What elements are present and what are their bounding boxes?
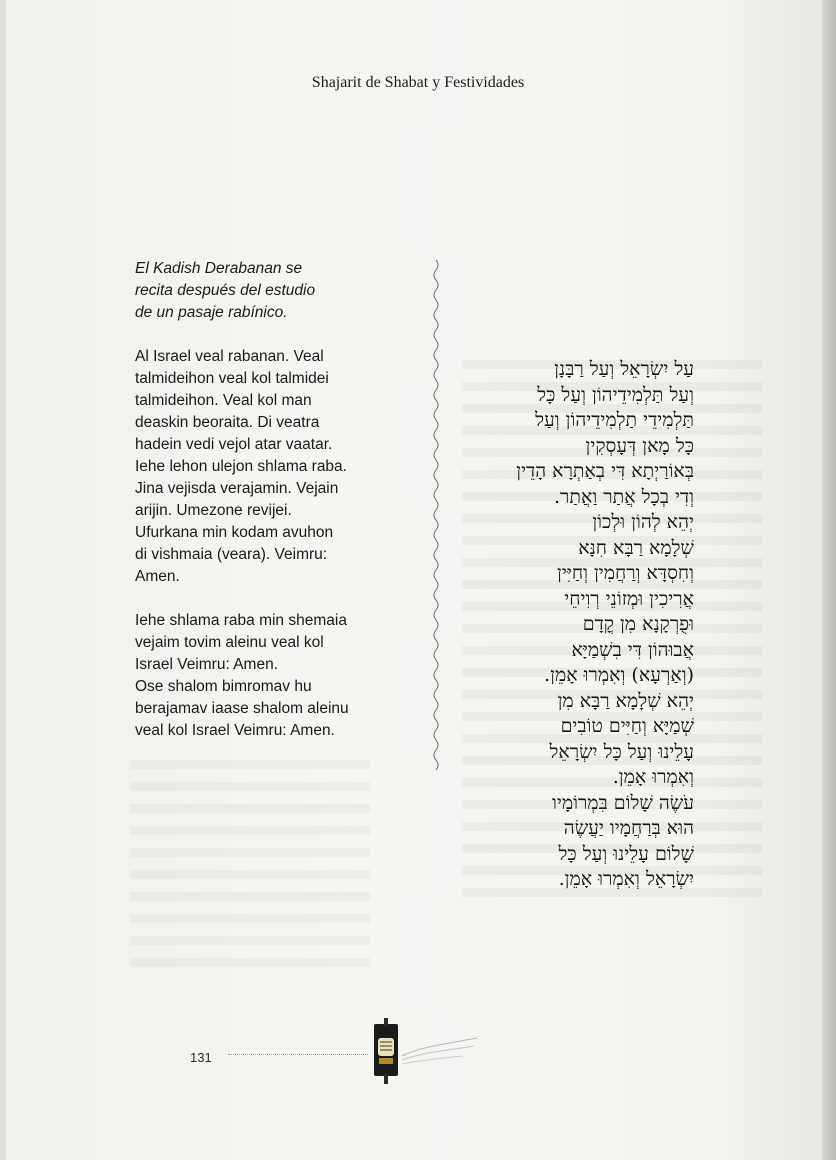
transliteration-column [135,258,425,764]
hebrew-line: כָּל מָאן דְּעָסְקִין [585,434,694,457]
hebrew-line: אֲבוּהוֹן דִּי בִשְׁמַיָּא [571,638,694,661]
hebrew-line: וְדִי בְכָל אֲתַר וַאֲתַר. [554,485,694,508]
show-through-texture-left [130,760,370,980]
hebrew-line: עָלֵינוּ וְעַל כָּל יִשְׂרָאֵל [549,740,694,763]
hebrew-line: תַּלְמִידֵי תַלְמִידֵיהוֹן וְעַל [535,409,694,431]
hebrew-line: אֲרִיכִין וּמְזוֹנֵי רְוִיחֵי [564,587,694,610]
hebrew-line: שְׁלָמָא רַבָּא חִנָּא [578,536,694,559]
hebrew-line: וּפֻרְקָנָא מִן קֳדָם [582,613,694,635]
hebrew-line: שְׁמַיָּא וְחַיִּים טוֹבִים [560,715,694,737]
footer-rule [228,1054,368,1055]
hebrew-line: יְהֵא שְׁלָמָא רַבָּא מִן [557,689,694,712]
torah-scroll-icon [362,1016,482,1086]
hebrew-line: יִשְׂרָאֵל וְאִמְרוּ אָמֵן. [558,868,694,890]
hebrew-line: וְחִסְדָּא וְרַחֲמִין וְחַיִּין [557,562,694,584]
hebrew-line: בְּאוֹרַיְתָא דִּי בְאַתְרָא הָדֵין [516,460,694,482]
hebrew-line: וְאִמְרוּ אָמֵן. [612,766,694,788]
hebrew-line: עֹשֶׂה שָׁלוֹם בִּמְרוֹמָיו [552,791,694,814]
hebrew-line: עַל יִשְׂרָאֵל וְעַל רַבָּנָן [554,358,694,380]
page-header: Shajarit de Shabat y Festividades [311,74,525,91]
page-gutter [0,0,6,1160]
wavy-divider [429,260,443,770]
hebrew-line: וְעַל תַּלְמִידֵיהוֹן וְעַל כָּל [537,383,694,406]
transliteration-paragraph-2: Iehe shlama raba min shemaia vejaim tovim aleinu veal kol Israel Veimru: Amen. Ose shalom bimromav hu berajamav iaase shalom aleinu veal kol Israel Veimru: Amen. [135,612,349,739]
hebrew-line: יְהֵא לְהוֹן וּלְכוֹן [592,511,694,533]
hebrew-text-block [452,357,694,893]
page-edge [822,0,836,1160]
hebrew-line: שָׁלוֹם עָלֵינוּ וְעַל כָּל [558,842,694,865]
transliteration-paragraph-1: Al Israel veal rabanan. Veal talmideihon veal kol talmidei talmideihon. Veal kol man deaskin beoraita. Di veatra hadein vedi vejol atar vaatar. Iehe lehon ulejon shlama raba. Jina vejisda verajamin. Vejain arijin. Umezone revijei. Ufurkana min kodam avuhon di vishmaia (veara). Veimru: Amen. [135,348,347,585]
instruction-note: El Kadish Derabanan se recita después del estudio de un pasaje rabínico. [135,260,316,321]
page-number: 131 [190,1050,212,1065]
hebrew-line: (וְאַרְעָא) וְאִמְרוּ אָמֵן. [544,664,694,686]
hebrew-line: הוּא בְּרַחֲמָיו יַעֲשֶׂה [563,817,694,839]
